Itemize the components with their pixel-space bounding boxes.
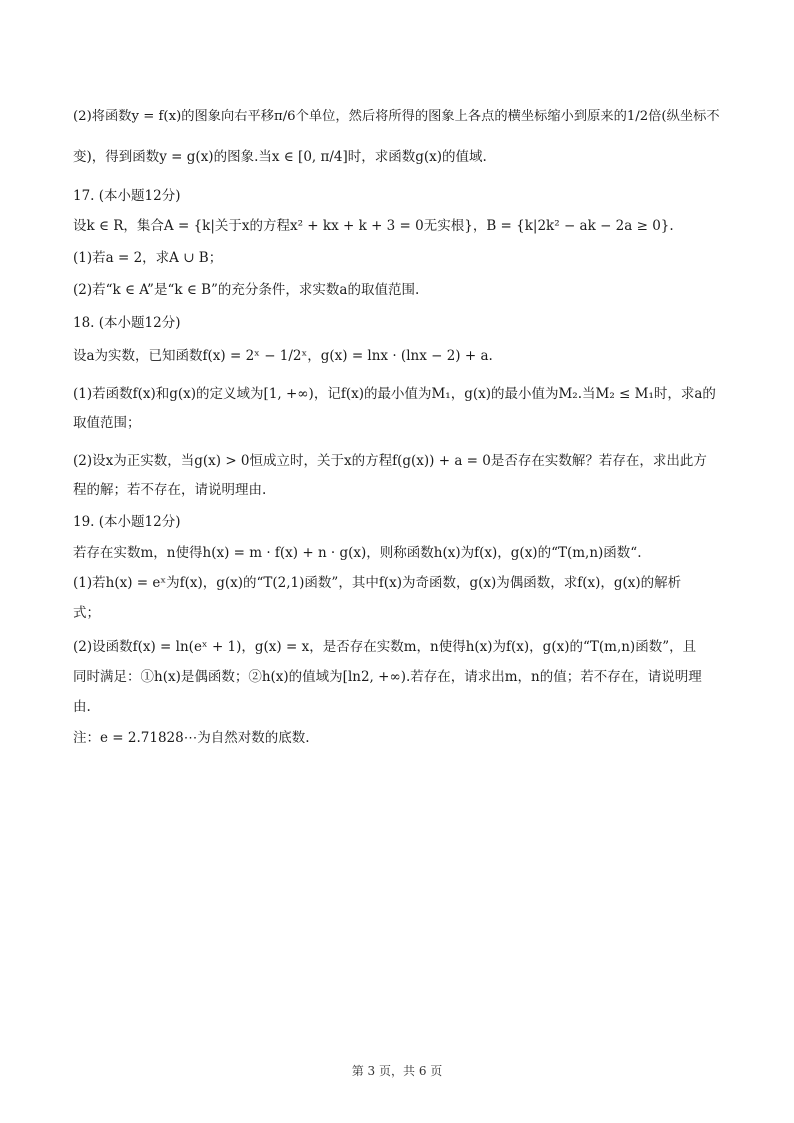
q18-part2-line2: 程的解；若不存在，请说明理由. [73,482,267,498]
note-line: 注：e = 2.71828⋯为自然对数的底数. [73,730,310,746]
q16-part2-line2: 变)，得到函数y = g(x)的图象.当x ∈ [0, π/4]时，求函数g(x)的值域. [73,149,487,165]
q17-stem: 设k ∈ R，集合A = {k|关于x的方程x² + kx + k + 3 = 0无实根}，B = {k|2k² − ak − 2a ≥ 0}. [73,218,674,234]
q19-part2-line2: 同时满足：①h(x)是偶函数；②h(x)的值域为[ln2, +∞).若存在，请求出m，n的值；若不存在，请说明理 [73,669,702,685]
q17-part1: (1)若a = 2，求A ∪ B； [73,250,223,266]
q17-heading: 17. (本小题12分) [73,188,181,204]
q19-stem: 若存在实数m，n使得h(x) = m · f(x) + n · g(x)，则称函数h(x)为f(x)，g(x)的“T(m,n)函数“. [73,545,642,561]
q19-part1-line2: 式； [73,605,100,621]
q18-part1-line1: (1)若函数f(x)和g(x)的定义域为[1, +∞)，记f(x)的最小值为M₁，g(x)的最小值为M₂.当M₂ ≤ M₁时，求a的 [73,386,716,402]
page-footer: 第 3 页，共 6 页 [351,1064,443,1078]
q19-heading: 19. (本小题12分) [73,514,181,530]
q19-part2-line3: 由. [73,699,91,715]
q18-heading: 18. (本小题12分) [73,315,181,331]
q19-part1-line1: (1)若h(x) = eˣ为f(x)，g(x)的“T(2,1)函数”，其中f(x)为奇函数，g(x)为偶函数，求f(x)，g(x)的解析 [73,575,682,591]
q18-part2-line1: (2)设x为正实数，当g(x) > 0恒成立时，关于x的方程f(g(x)) + a = 0是否存在实数解？若存在，求出此方 [73,453,707,469]
q16-part2-line1: (2)将函数y = f(x)的图象向右平移π/6个单位，然后将所得的图象上各点的横坐标缩小到原来的1/2倍(纵坐标不 [73,109,720,124]
q18-stem: 设a为实数，已知函数f(x) = 2ˣ − 1/2ˣ，g(x) = lnx · (lnx − 2) + a. [73,348,493,364]
q19-part2-line1: (2)设函数f(x) = ln(eˣ + 1)，g(x) = x，是否存在实数m，n使得h(x)为f(x)，g(x)的“T(m,n)函数”，且 [73,639,697,655]
q17-part2: (2)若“k ∈ A”是“k ∈ B”的充分条件，求实数a的取值范围. [73,282,420,298]
q18-part1-line2: 取值范围； [73,415,141,431]
